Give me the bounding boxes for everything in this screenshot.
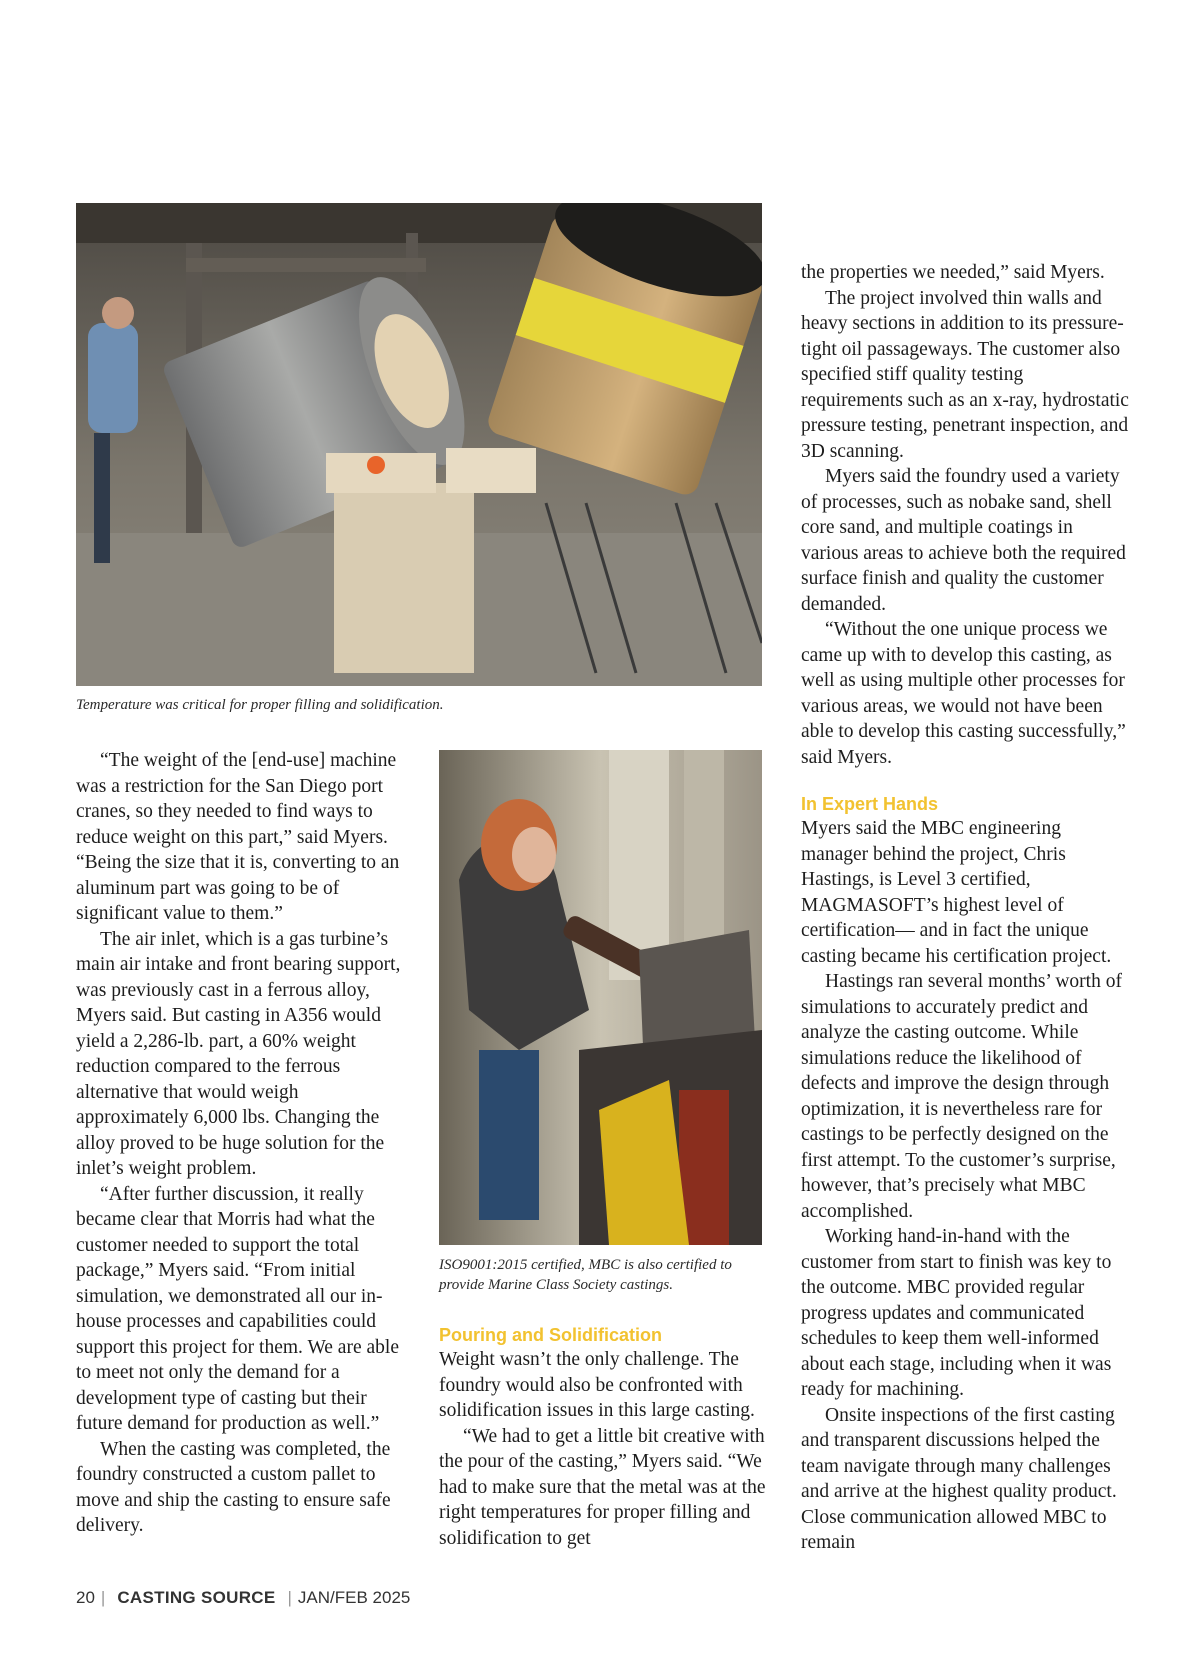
footer-separator: |	[100, 1588, 106, 1607]
photo2-caption: ISO9001:2015 certified, MBC is also certified to provide Marine Class Society castings.	[439, 1257, 732, 1293]
body-paragraph: “After further discussion, it really became clear that Morris had what the customer needed to support the total package,” Myers said. “From initial simulation, we demonstrated all our in-house processes and capabilities could support this project for them. We are able to meet not only the demand for a development type of casting but their future demand for production as well.”	[76, 1183, 399, 1434]
page-footer	[76, 1586, 410, 1610]
body-paragraph: Onsite inspections of the first casting and transparent discussions helped the team navigate through many challenges and arrive at the highest quality product. Close communication allowed MBC to remain	[801, 1404, 1117, 1553]
photo1-caption: Temperature was critical for proper filling and solidification.	[76, 697, 444, 713]
worker-grinding-photo	[439, 750, 762, 1245]
body-paragraph: Weight wasn’t the only challenge. The foundry would also be confronted with solidification issues in this large casting.	[439, 1349, 755, 1421]
publication-name: CASTING SOURCE	[117, 1588, 276, 1607]
body-paragraph: Hastings ran several months’ worth of simulations to accurately predict and analyze the casting outcome. While simulations reduce the likelihood of defects and improve the design through optimization, it is nevertheless rare for castings to be perfectly designed on the first attempt. To the customer’s surprise, however, that’s precisely what MBC accomplished.	[801, 971, 1122, 1222]
body-paragraph: Myers said the foundry used a variety of processes, such as nobake sand, shell core sand, and multiple coatings in various areas to achieve both the required surface finish and quality the customer demanded.	[801, 466, 1126, 615]
body-paragraph: Working hand-in-hand with the customer from start to finish was key to the outcome. MBC provided regular progress updates and communicated schedules to keep them well-informed about each stage, including when it was ready for machining.	[801, 1226, 1112, 1400]
subhead-expert-hands: In Expert Hands	[801, 794, 939, 814]
body-paragraph: the properties we needed,” said Myers.	[801, 262, 1105, 283]
article-column-2	[439, 1323, 767, 1551]
issue-date: JAN/FEB 2025	[297, 1588, 411, 1607]
body-paragraph: The air inlet, which is a gas turbine’s main air intake and front bearing support, was previously cast in a ferrous alloy, Myers said. But casting in A356 would yield a 2,286-lb. part, a 60% weight reduction compared to the ferrous alternative that would weigh approximately 6,000 lbs. Changing the alloy proved to be huge solution for the inlet’s weight problem.	[76, 928, 401, 1179]
body-paragraph: When the casting was completed, the foundry constructed a custom pallet to move and ship the casting to ensure safe delivery.	[76, 1438, 391, 1536]
foundry-ladle-photo	[76, 203, 762, 686]
subhead-pouring: Pouring and Solidification	[439, 1325, 662, 1345]
article-column-1	[76, 748, 404, 1539]
body-paragraph: “Without the one unique process we came up with to develop this casting, as well as using multiple other processes for various areas, we would not have been able to develop this casting successfully,” said Myers.	[801, 619, 1126, 768]
body-paragraph: Myers said the MBC engineering manager behind the project, Chris Hastings, is Level 3 certified, MAGMASOFT’s highest level of certification— and in fact the unique casting became his certification project.	[801, 818, 1112, 967]
body-paragraph: “We had to get a little bit creative with the pour of the casting,” Myers said. “We had to make sure that the metal was at the right temperatures for proper filling and solidification to get	[439, 1425, 766, 1549]
foundry-ladle-illustration	[76, 203, 762, 686]
body-paragraph: The project involved thin walls and heavy sections in addition to its pressure-tight oil passageways. The customer also specified stiff quality testing requirements such as an x-ray, hydrostatic pressure testing, penetrant inspection, and 3D scanning.	[801, 287, 1129, 462]
article-column-3	[801, 260, 1129, 1556]
body-paragraph: “The weight of the [end-use] machine was a restriction for the San Diego port cranes, so they needed to find ways to reduce weight on this part,” said Myers. “Being the size that it is, converting to an aluminum part was going to be of significant value to them.”	[76, 750, 400, 924]
page-number: 20	[76, 1588, 95, 1607]
worker-grinding-illustration	[439, 750, 762, 1245]
footer-separator: |	[287, 1588, 292, 1607]
